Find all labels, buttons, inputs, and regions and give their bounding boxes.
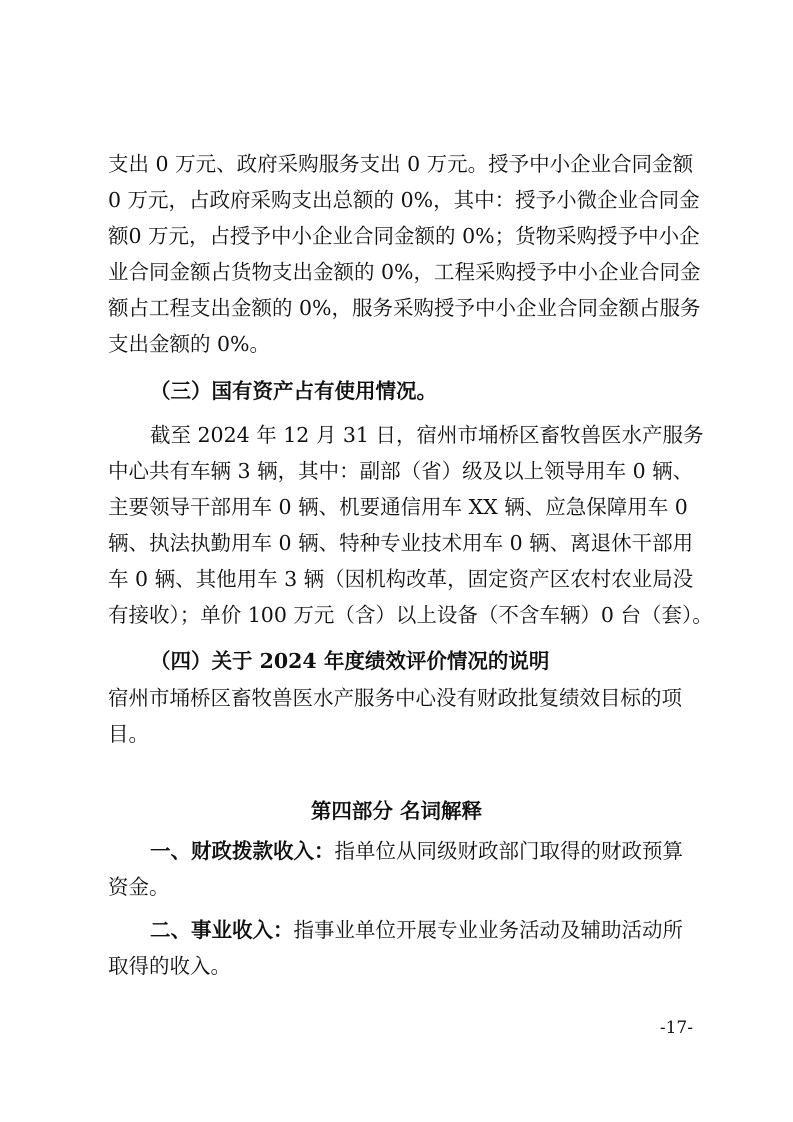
para1-line3: 额0 万元，占授予中小企业合同金额的 0%；货物采购授予中小企 xyxy=(108,224,700,248)
para1-line2: 0 万元，占政府采购支出总额的 0%，其中：授予小微企业合同金 xyxy=(108,188,700,212)
definition-cont-1: 资金。 xyxy=(108,875,170,899)
para1-line6: 支出金额的 0%。 xyxy=(108,332,271,356)
section3-title: （三）国有资产占有使用情况。 xyxy=(150,379,437,403)
definition-label-2: 二、事业收入： xyxy=(150,918,294,942)
para1-line1: 支出 0 万元、政府采购服务支出 0 万元。授予中小企业合同金额 xyxy=(108,152,694,176)
section3-line5: 车 0 辆、其他用车 3 辆（因机构改革，固定资产区农村农业局没 xyxy=(108,567,694,591)
definition-cont-2: 取得的收入。 xyxy=(108,954,231,978)
para1-line4: 业合同金额占货物支出金额的 0%，工程采购授予中小企业合同金 xyxy=(108,260,701,284)
definition-item-2 xyxy=(150,916,698,944)
section4-line1: 宿州市埇桥区畜牧兽医水产服务中心没有财政批复绩效目标的项 xyxy=(108,686,682,710)
definition-text-1: 指单位从同级财政部门取得的财政预算 xyxy=(334,839,683,863)
section3-line3: 主要领导干部用车 0 辆、机要通信用车 XX 辆、应急保障用车 0 xyxy=(108,495,688,519)
section4-line2: 目。 xyxy=(108,722,149,746)
section3-line6: 有接收）；单价 100 万元（含）以上设备（不含车辆）0 台（套）。 xyxy=(108,603,713,627)
part4-heading: 第四部分 名词解释 xyxy=(310,799,483,823)
definition-text-2: 指事业单位开展专业业务活动及辅助活动所 xyxy=(293,918,683,942)
section3-line4: 辆、执法执勤用车 0 辆、特种专业技术用车 0 辆、离退休干部用 xyxy=(108,531,694,555)
para1-line5: 额占工程支出金额的 0%，服务采购授予中小企业合同金额占服务 xyxy=(108,296,701,320)
section3-line1: 截至 2024 年 12 月 31 日，宿州市埇桥区畜牧兽医水产服务 xyxy=(150,423,704,447)
section4-title: （四）关于 2024 年度绩效评价情况的说明 xyxy=(150,649,550,673)
section3-line2: 中心共有车辆 3 辆，其中：副部（省）级及以上领导用车 0 辆、 xyxy=(108,459,694,483)
definition-label-1: 一、财政拨款收入： xyxy=(150,839,335,863)
definition-item-1 xyxy=(150,837,698,865)
page-number: -17- xyxy=(659,1018,693,1038)
